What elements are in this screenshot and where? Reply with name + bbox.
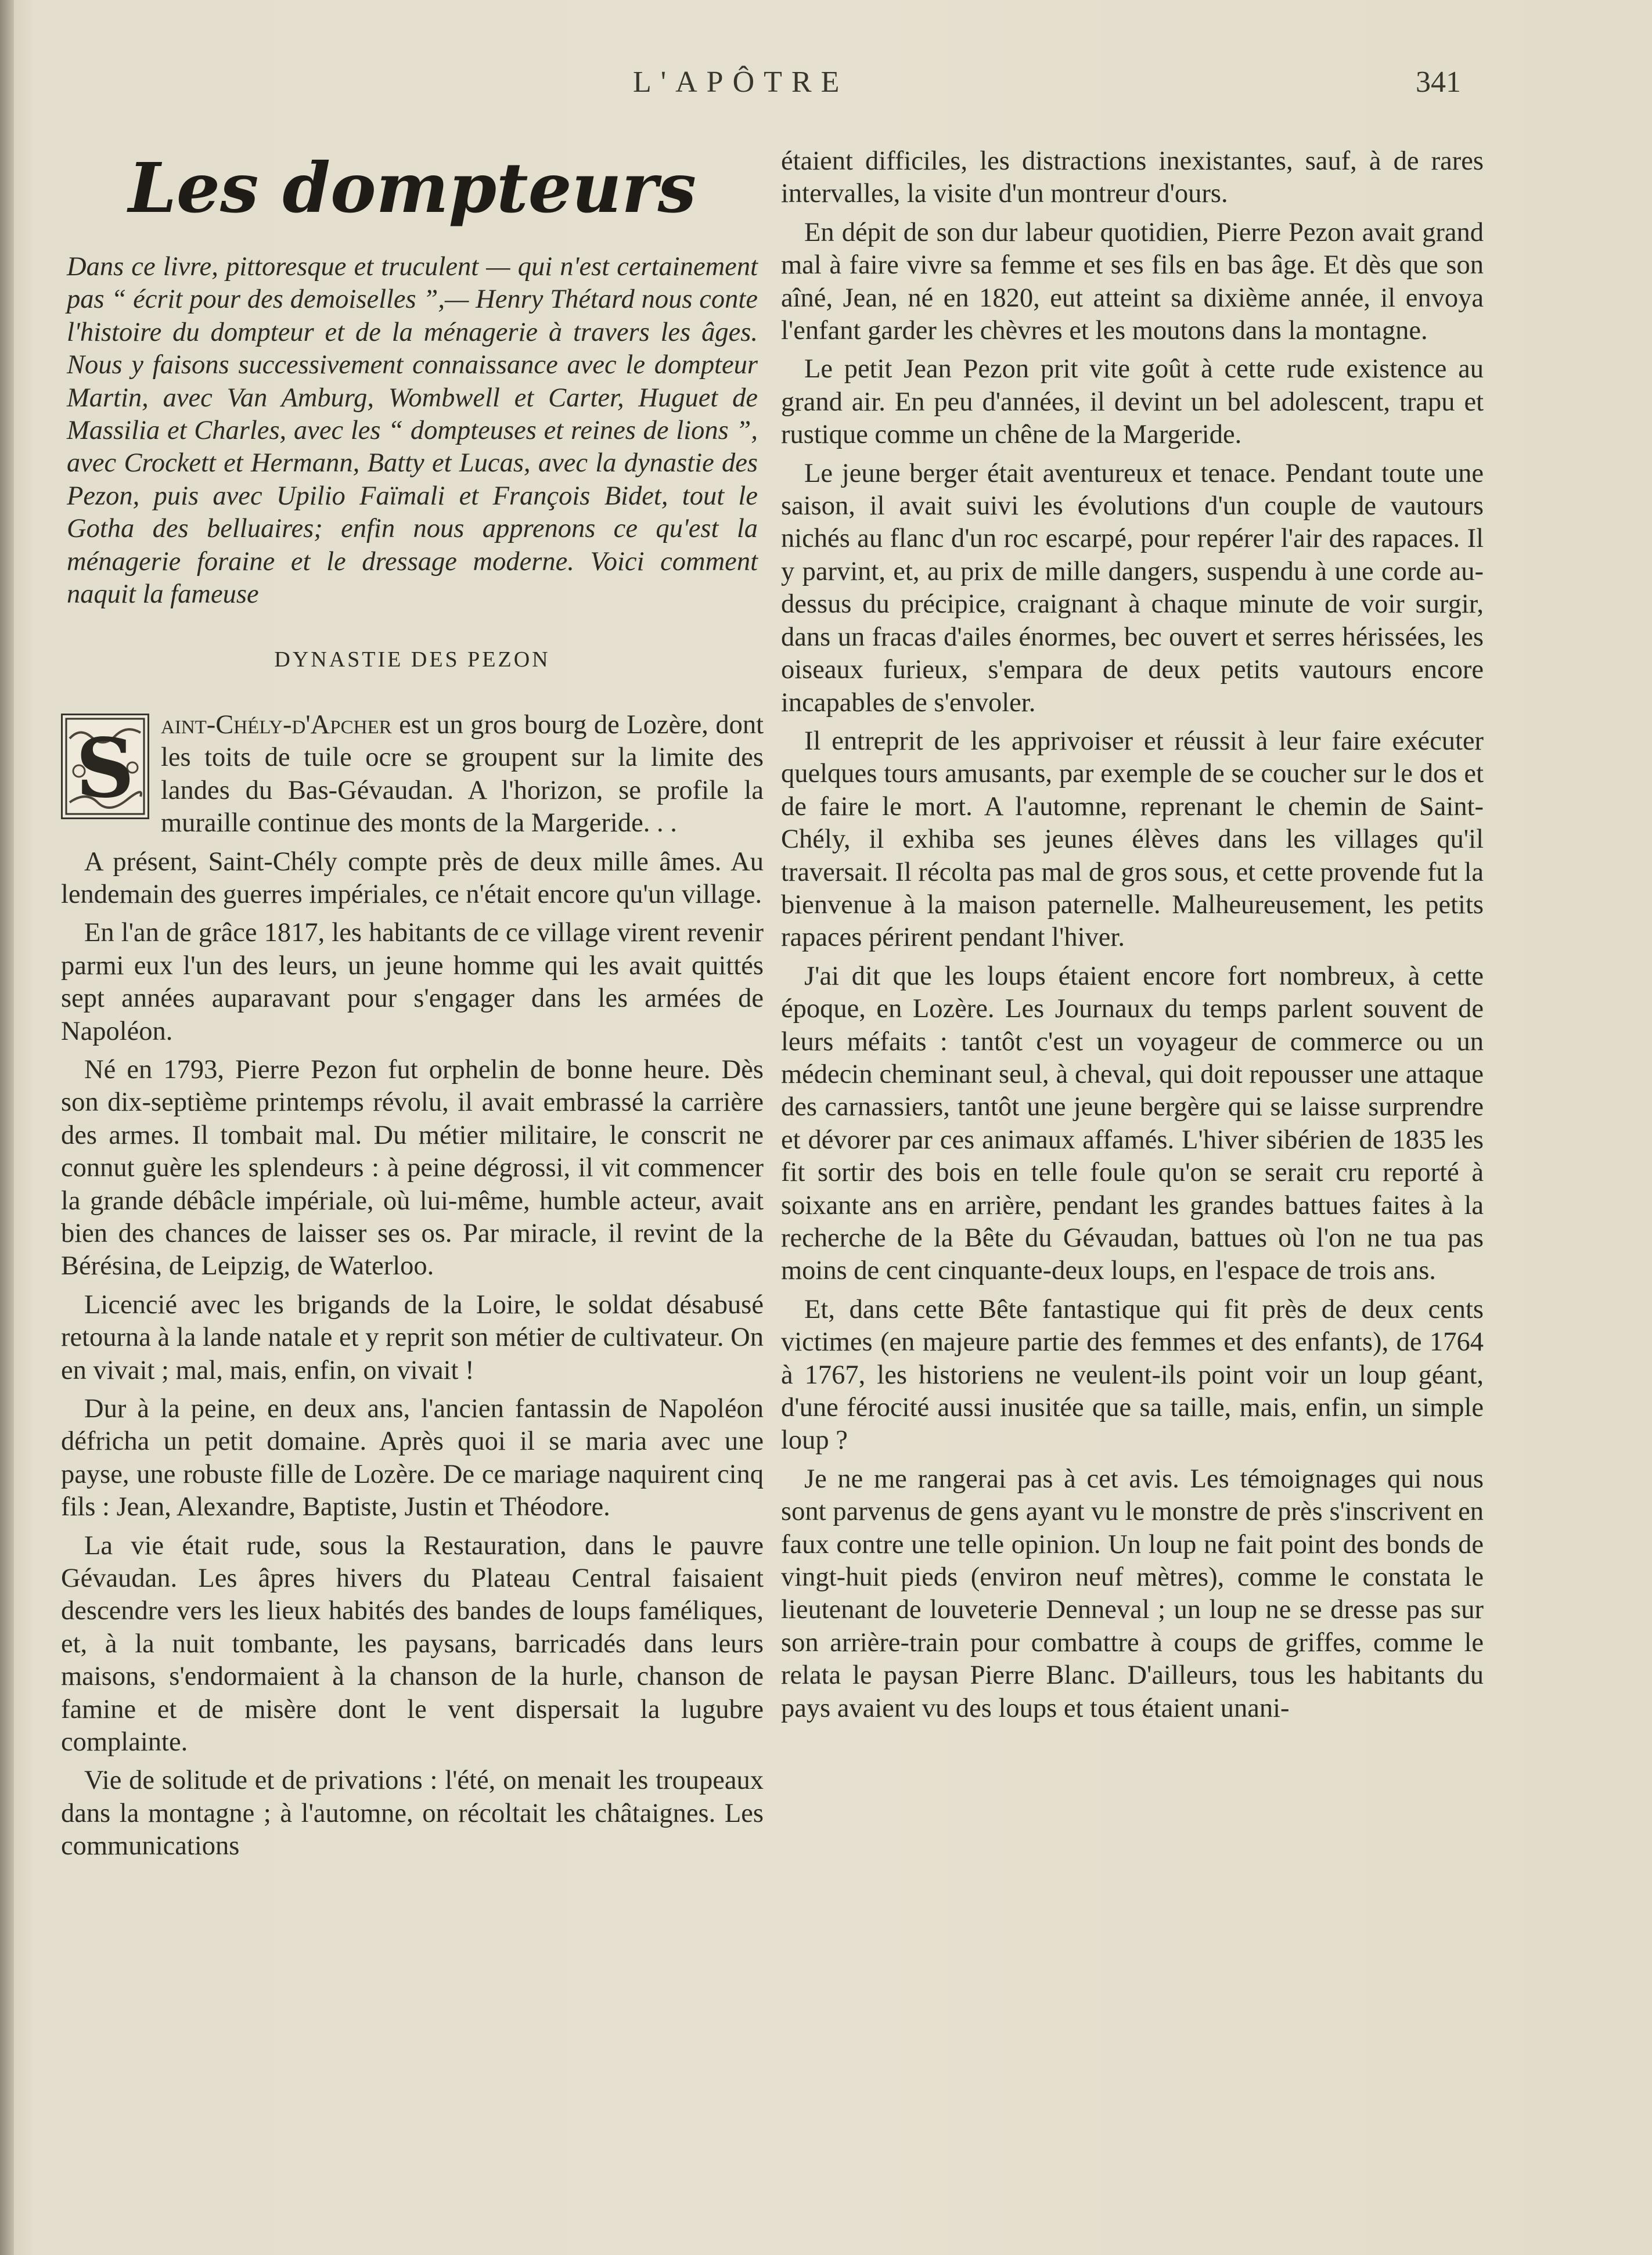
left-paragraph: Licencié avec les brigands de la Loire, le soldat désabusé retourna à la lande natale et y reprit son métier de cultivateur. On en vivait ; mal, mais, enfin, on vivait ! <box>61 1289 764 1385</box>
left-paragraph: Vie de solitude et de privations : l'été, on menait les troupeaux dans la montagne ; à l'automne, on récoltait les châtaignes. Les communications <box>61 1766 764 1861</box>
first-words-smallcaps: aint-Chély-d'Apcher <box>161 709 392 740</box>
right-paragraph: Le jeune berger était aventureux et tenace. Pendant toute une saison, il avait suivi les évolutions d'un couple de vautours nichés au flanc d'un roc escarpé, pour repérer l'air des rapaces. Il y parvint, et, au prix de mille dangers, suspendu à une corde au-dessus du précipice, craignant à chaque minute de voir surgir, dans un fracas d'ailes énormes, bec ouvert et serres hérissées, les oiseaux furieux, s'empara de deux petits vautours encore incapables de s'envoler. <box>781 458 1484 718</box>
right-paragraph: En dépit de son dur labeur quotidien, Pierre Pezon avait grand mal à faire vivre sa femme et ses fils en bas âge. Et dès que son aîné, Jean, né en 1820, eut atteint sa dixième année, il envoya l'enfant garder les chèvres et les moutons dans la montagne. <box>781 217 1484 346</box>
right-paragraph: Il entreprit de les apprivoiser et réussit à leur faire exécuter quelques tours amusants, par exemple de se coucher sur le dos et de faire le mort. A l'automne, reprenant le chemin de Saint-Chély, il exhiba ses jeunes élèves dans les villages qu'il traversait. Il récolta pas mal de gros sous, et cette provende fut la bienvenue à la maison paternelle. Malheureusement, les petits rapaces périrent pendant l'hiver. <box>781 726 1484 953</box>
left-column <box>61 145 764 1863</box>
right-paragraph: J'ai dit que les loups étaient encore fort nombreux, à cette époque, en Lozère. Les Journaux du temps parlent souvent de leurs méfaits : tantôt c'est un voyageur de commerce ou un médecin cheminant seul, à cheval, qui doit repousser une attaque des carnassiers, tantôt une jeune bergère qui se laisse surprendre et dévorer par ces animaux affamés. L'hiver sibérien de 1835 les fit sortir des bois en telle foule qu'on se serait cru reporté à soixante ans en arrière, pendant les grandes battues faites à la recherche de la Bête du Gévaudan, battues où l'on ne tua pas moins de cent cinquante-deux loups, en l'espace de trois ans. <box>781 961 1484 1286</box>
left-paragraph: A présent, Saint-Chély compte près de deux mille âmes. Au lendemain des guerres impériales, ce n'était encore qu'un village. <box>61 846 764 909</box>
right-paragraph: Le petit Jean Pezon prit vite goût à cette rude existence au grand air. En peu d'années, il devint un bel adolescent, trapu et rustique comme un chêne de la Margeride. <box>781 354 1484 450</box>
left-paragraph: Né en 1793, Pierre Pezon fut orphelin de bonne heure. Dès son dix-septième printemps révolu, il avait embrassé la carrière des armes. Il tombait mal. Du métier militaire, le conscrit ne connut guère les splendeurs : à peine dégrossi, il vit commencer la grande débâcle impériale, où lui-même, humble acteur, avait bien des chances de laisser ses os. Par miracle, il revint de la Bérésina, de Leipzig, de Waterloo. <box>61 1054 764 1281</box>
section-heading: DYNASTIE DES PEZON <box>274 647 550 672</box>
article-title: Les dompteurs <box>128 147 697 228</box>
continued-paragraph: étaient difficiles, les distractions inexistantes, sauf, à de rares intervalles, la visite d'un montreur d'ours. <box>781 146 1484 209</box>
left-paragraph: Dur à la peine, en deux ans, l'ancien fantassin de Napoléon défricha un petit domaine. Après quoi il se maria avec une payse, une robuste fille de Lozère. De ce mariage naquirent cinq fils : Jean, Alexandre, Baptiste, Justin et Théodore. <box>61 1394 764 1522</box>
right-paragraph: Je ne me rangerai pas à cet avis. Les témoignages qui nous sont parvenus de gens ayant vu le monstre de près s'inscrivent en faux contre une telle opinion. Un loup ne fait point des bonds de vingt-huit pieds (environ neuf mètres), comme le constata le lieutenant de louveterie Denneval ; un loup ne se dresse pas sur son arrière-train pour combattre à coups de griffes, comme le relata le paysan Pierre Blanc. D'ailleurs, tous les habitants du pays avaient vu des loups et tous étaient unani- <box>781 1464 1484 1723</box>
svg-text:S: S <box>75 721 135 816</box>
page-number: 341 <box>1416 66 1461 99</box>
first-paragraph <box>61 709 764 840</box>
left-paragraph: En l'an de grâce 1817, les habitants de ce village virent revenir parmi eux l'un des leurs, un jeune homme qui les avait quittés sept années auparavant pour s'engager dans les armées de Napoléon. <box>61 918 764 1046</box>
dropcap-ornament <box>61 714 149 819</box>
article-intro: Dans ce livre, pittoresque et truculent — qui n'est certainement pas “ écrit pour des demoiselles ”,— Henry Thétard nous conte l'histoire du dompteur et de la ménagerie à travers les âges. Nous y faisons successivement connaissance avec le dompteur Martin, avec Van Amburg, Wombwell et Carter, Huguet de Massilia et Charles, avec les “ dompteuses et reines de lions ”, avec Crockett et Hermann, Batty et Lucas, avec la dynastie des Pezon, puis avec Upilio Faïmali et François Bidet, tout le Gotha des belluaires; enfin nous apprenons ce qu'est la ménagerie foraine et le dressage moderne. Voici comment naquit la fameuse <box>67 252 758 610</box>
left-paragraph: La vie était rude, sous la Restauration, dans le pauvre Gévaudan. Les âpres hivers du Plateau Central faisaient descendre vers les lieux habités des bandes de loups faméliques, et, à la nuit tombante, les paysans, barricadés dans leurs maisons, s'endormaient à la chanson de la hurle, chanson de famine et de misère dont le vent dispersait la lugubre complainte. <box>61 1530 764 1757</box>
running-head: L'APÔTRE <box>633 66 849 99</box>
binding-spine <box>0 0 14 2255</box>
right-column <box>781 145 1484 1725</box>
right-paragraph: Et, dans cette Bête fantastique qui fit près de deux cents victimes (en majeure partie des femmes et des enfants), de 1764 à 1767, les historiens ne veulent-ils point voir un loup géant, d'une férocité aussi inusitée que sa taille, mais, enfin, un simple loup ? <box>781 1294 1484 1456</box>
first-paragraph-text: est un gros bourg de Lozère, dont les toits de tuile ocre se groupent sur la limite des landes du Bas-Gévaudan. A l'horizon, se profile la muraille continue des monts de la Margeride. . . <box>161 709 764 838</box>
